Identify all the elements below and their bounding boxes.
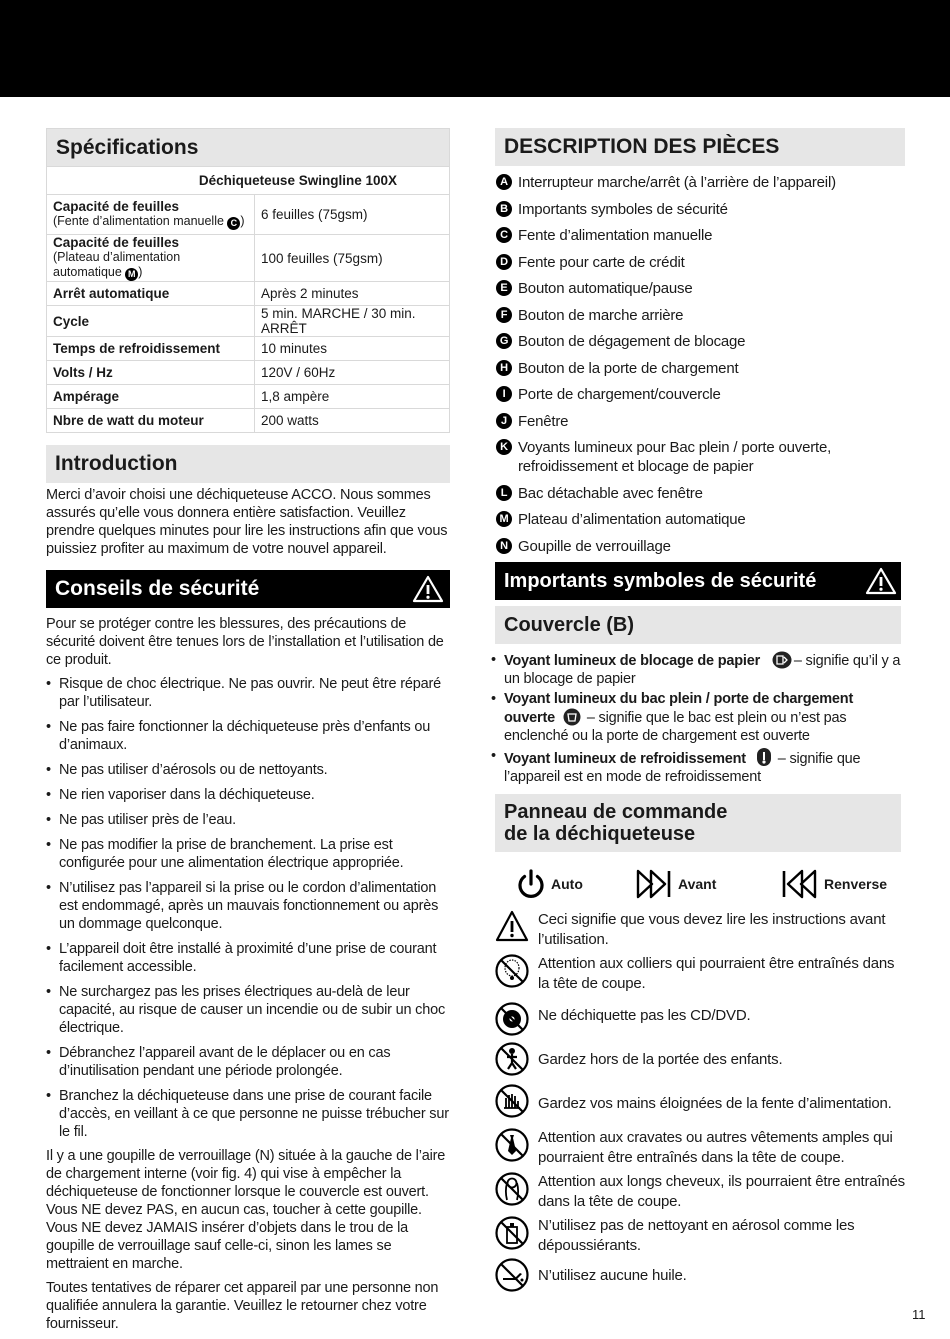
spec-label: Capacité de feuilles — [53, 235, 180, 250]
table-row — [47, 337, 450, 361]
list-item: • Branchez la déchiqueteuse dans une prise de courant facile d’accès, en veillant à ce que personne ne puisse trébucher sur le fil. — [46, 1087, 450, 1141]
symbol-text: Attention aux colliers qui pourraient être entraînés dans la tête de coupe. — [538, 955, 895, 992]
no-tie-icon — [495, 1128, 529, 1162]
indicator-label: Voyant lumineux de blocage de papier — [504, 653, 761, 669]
cover-list — [491, 651, 903, 793]
list-item — [495, 412, 905, 431]
table-row — [47, 361, 450, 385]
table-row: Capacité de feuilles (Fente d’alimentation manuelle C ) 6 feuilles (75gsm) — [47, 195, 450, 235]
right-column — [495, 128, 905, 1284]
part-label: Plateau d’alimentation automatique — [518, 511, 746, 528]
parts-list — [495, 173, 905, 556]
spec-label: Capacité de feuilles — [53, 199, 180, 214]
letter-m-icon: M — [496, 511, 512, 527]
warning-icon — [412, 574, 444, 604]
list-item — [495, 484, 905, 503]
letter-l-icon: L — [496, 485, 512, 501]
symbol-text: Ne déchiquette pas les CD/DVD. — [538, 1007, 751, 1024]
header-bar — [0, 0, 950, 97]
letter-e-icon: E — [496, 280, 512, 296]
spec-value: 100 feuilles (75gsm) — [255, 235, 450, 282]
no-oil-icon — [495, 1258, 529, 1292]
symbol-text: N’utilisez pas de nettoyant en aérosol comme les dépoussiérants. — [538, 1217, 855, 1254]
indicator-desc: – signifie que le bac est plein ou n’est pas enclenché ou la porte de chargement est ouverte — [504, 710, 847, 744]
list-item — [491, 651, 903, 688]
spec-label: Nbre de watt du moteur — [47, 409, 255, 433]
symbol-text: Gardez hors de la portée des enfants. — [538, 1051, 783, 1068]
list-item — [495, 253, 905, 272]
symbol-row — [495, 954, 905, 994]
indicator-desc: – signifie que l’appareil est en mode de refroidissement — [504, 751, 861, 785]
panel-title — [495, 794, 901, 852]
cover-title: Couvercle (B) — [495, 606, 901, 644]
list-item: • Ne pas utiliser près de l’eau. — [46, 811, 450, 829]
safety-para-pin: Il y a une goupille de verrouillage (N) située à la gauche de l’aire de chargement interne (voir fig. 4) qui vise à empêcher la déchiqueteuse de fonctionner lorsque le couvercle est ouvert. Vous NE devez PAS, en aucun cas, toucher à cette goupille. Vous NE devez JAMAIS insérer d’objets dans le trou de la goupille de verrouillage sauf celle-ci, sinon les lames se mettraient en marche. — [46, 1148, 446, 1272]
badge-c-icon: C — [227, 217, 240, 230]
spec-value: 200 watts — [255, 409, 450, 433]
forward-control — [636, 868, 716, 900]
list-item — [495, 226, 905, 245]
symbol-text: Attention aux cravates ou autres vêtements amples qui pourraient être entraînés dans la tête de coupe. — [538, 1129, 893, 1166]
specs-model: Déchiqueteuse Swingline 100X — [47, 167, 450, 195]
list-item: • Risque de choc électrique. Ne pas ouvrir. Ne peut être réparé par l’utilisateur. — [46, 675, 450, 711]
warning-icon — [865, 566, 897, 596]
no-long-hair-icon — [495, 1172, 529, 1206]
part-label: Porte de chargement/couvercle — [518, 386, 721, 403]
part-label: Bac détachable avec fenêtre — [518, 484, 703, 502]
spec-value: 5 min. MARCHE / 30 min. ARRÊT — [255, 306, 450, 337]
spec-label: Ampérage — [47, 385, 255, 409]
panel-title-line1: Panneau de commande — [504, 801, 728, 823]
indicator-label: Voyant lumineux de refroidissement — [504, 751, 746, 767]
spec-label: Temps de refroidissement — [47, 337, 255, 361]
spec-value: 1,8 ampère — [255, 385, 450, 409]
reverse-icon — [780, 868, 818, 900]
no-aerosol-icon — [495, 1216, 529, 1250]
page-number: 11 — [912, 1307, 926, 1322]
part-label: Interrupteur marche/arrêt (à l’arrière de l’appareil) — [518, 174, 836, 191]
no-children-icon — [495, 1042, 529, 1076]
spec-sub: (Plateau d’alimentation automatique — [53, 250, 181, 279]
spec-value: 6 feuilles (75gsm) — [255, 195, 450, 235]
left-column — [46, 128, 450, 1333]
part-label: Importants symboles de sécurité — [518, 200, 728, 218]
part-label: Bouton automatique/pause — [518, 280, 693, 297]
part-label: Fente pour carte de crédit — [518, 253, 685, 271]
reverse-control — [780, 868, 887, 900]
panel-title-line2: de la déchiqueteuse — [504, 823, 696, 845]
list-item — [495, 173, 905, 192]
list-item — [491, 747, 903, 786]
list-item — [495, 200, 905, 219]
list-item — [495, 438, 905, 476]
list-item — [491, 690, 903, 745]
specs-title: Spécifications — [46, 128, 450, 166]
spec-value: 10 minutes — [255, 337, 450, 361]
letter-n-icon: N — [496, 538, 512, 554]
symbol-row — [495, 910, 905, 950]
warning-icon — [495, 910, 529, 944]
cooling-indicator-icon — [756, 747, 772, 767]
power-icon — [515, 868, 547, 900]
part-label: Bouton de la porte de chargement — [518, 359, 739, 377]
part-label: Goupille de verrouillage — [518, 537, 671, 555]
symbol-text: N’utilisez aucune huile. — [538, 1267, 687, 1284]
table-row — [47, 409, 450, 433]
list-item — [495, 537, 905, 556]
paper-jam-indicator-icon — [772, 651, 792, 669]
safety-title: Conseils de sécurité — [55, 577, 260, 600]
spec-label: Volts / Hz — [47, 361, 255, 385]
symbol-row — [495, 1128, 905, 1168]
list-item: • N’utilisez pas l’appareil si la prise ou le cordon d’alimentation est endommagé, après un mauvais fonctionnement ou après un dommage quelconque. — [46, 879, 450, 933]
safety-list — [46, 675, 450, 1141]
intro-text: Merci d’avoir choisi une déchiqueteuse ACCO. Nous sommes assurés qu’elle vous donnera entière satisfaction. Veuillez prendre quelques minutes pour lire les instructions afin que vous puissiez profiter au maximum de votre nouvel appareil. — [46, 487, 448, 557]
list-item: • L’appareil doit être installé à proximité d’une prise de courant facilement accessible. — [46, 940, 450, 976]
letter-k-icon: K — [496, 439, 512, 455]
safety-intro: Pour se protéger contre les blessures, des précautions de sécurité doivent être tenues lors de l’installation et l’utilisation de ce produit. — [46, 616, 444, 668]
symbol-text: Attention aux longs cheveux, ils pourraient être entraînés dans la tête de coupe. — [538, 1173, 905, 1210]
safety-title-bar — [46, 570, 450, 608]
auto-label: Auto — [551, 876, 583, 892]
spec-label: Arrêt automatique — [47, 282, 255, 306]
spec-value: Après 2 minutes — [255, 282, 450, 306]
specs-table — [46, 166, 450, 433]
table-row — [47, 282, 450, 306]
list-item: • Ne pas modifier la prise de branchement. La prise est configurée pour une alimentation électrique appropriée. — [46, 836, 450, 872]
letter-h-icon: H — [496, 360, 512, 376]
list-item — [495, 359, 905, 378]
spec-sub: (Fente d’alimentation manuelle — [53, 214, 224, 228]
symbol-text: Ceci signifie que vous devez lire les instructions avant l’utilisation. — [538, 911, 886, 948]
symbols-title: Importants symboles de sécurité — [504, 569, 817, 592]
symbol-row — [495, 1172, 905, 1212]
list-item — [495, 385, 905, 404]
parts-title: DESCRIPTION DES PIÈCES — [495, 128, 905, 166]
symbol-row — [495, 1084, 905, 1118]
fast-forward-icon — [636, 868, 674, 900]
badge-m-icon: M — [125, 268, 138, 281]
indicator-desc: – signifie qu’il y a un blocage de papier — [504, 653, 901, 687]
forward-label: Avant — [678, 876, 717, 892]
symbol-row — [495, 1216, 905, 1256]
table-row — [47, 385, 450, 409]
symbols-title-bar — [495, 562, 901, 600]
part-label: Voyants lumineux pour Bac plein / porte ouverte, refroidissement et blocage de papier — [518, 439, 832, 475]
reverse-label: Renverse — [824, 876, 888, 892]
indicator-label: Voyant lumineux du bac plein / porte de chargement ouverte — [504, 691, 854, 726]
letter-f-icon: F — [496, 307, 512, 323]
part-label: Fente d’alimentation manuelle — [518, 227, 713, 244]
symbol-row — [495, 1002, 905, 1036]
no-necklace-icon — [495, 954, 529, 988]
symbol-text: Gardez vos mains éloignées de la fente d’alimentation. — [538, 1095, 892, 1112]
spec-value: 120V / 60Hz — [255, 361, 450, 385]
no-hands-icon — [495, 1084, 529, 1118]
list-item — [495, 279, 905, 298]
letter-g-icon: G — [496, 333, 512, 349]
safety-para-warranty: Toutes tentatives de réparer cet appareil par une personne non qualifiée annulera la garantie. Veuillez le retourner chez votre fournisseur. — [46, 1280, 439, 1332]
symbol-row — [495, 1258, 905, 1292]
spec-label: Cycle — [47, 306, 255, 337]
auto-control — [515, 868, 583, 900]
symbol-row — [495, 1042, 905, 1076]
letter-b-icon: B — [496, 201, 512, 217]
part-label: Fenêtre — [518, 412, 569, 430]
letter-c-icon: C — [496, 227, 512, 243]
no-cd-icon — [495, 1002, 529, 1036]
list-item: • Ne rien vaporiser dans la déchiqueteuse. — [46, 786, 450, 804]
letter-i-icon: I — [496, 386, 512, 402]
part-label: Bouton de dégagement de blocage — [518, 333, 746, 350]
table-row — [47, 306, 450, 337]
list-item: • Ne surchargez pas les prises électriques au-delà de leur capacité, au risque de causer un incendie ou de subir un choc électrique. — [46, 983, 450, 1037]
list-item — [495, 510, 905, 529]
table-row: Capacité de feuilles (Plateau d’alimentation automatique M ) 100 feuilles (75gsm) — [47, 235, 450, 282]
list-item: • Ne pas utiliser d’aérosols ou de nettoyants. — [46, 761, 450, 779]
part-label: Bouton de marche arrière — [518, 306, 684, 324]
letter-j-icon: J — [496, 413, 512, 429]
intro-title: Introduction — [46, 445, 450, 483]
list-item — [495, 306, 905, 325]
letter-a-icon: A — [496, 174, 512, 190]
list-item: • Ne pas faire fonctionner la déchiqueteuse près d’enfants ou d’animaux. — [46, 718, 450, 754]
bin-full-indicator-icon — [563, 708, 581, 726]
list-item — [495, 332, 905, 351]
letter-d-icon: D — [496, 254, 512, 270]
list-item: • Débranchez l’appareil avant de le déplacer ou en cas d’inutilisation pendant une période prolongée. — [46, 1044, 450, 1080]
